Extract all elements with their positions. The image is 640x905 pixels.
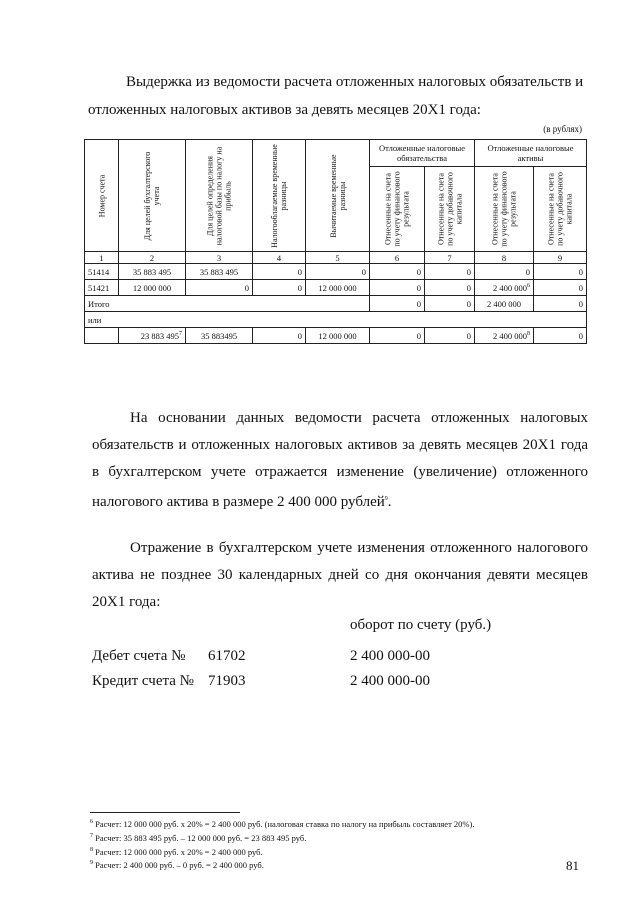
turnover-label: оборот по счету (руб.): [350, 617, 492, 633]
credit-label: Кредит счета №: [92, 673, 194, 689]
table-row: 51414 35 883 495 35 883 495 0 0 0 0 0 0: [85, 264, 587, 280]
footnotes: [90, 816, 590, 871]
footnote: $^9$ Расчет: 2 400 000 руб. – 0 руб. = 2 400 000 руб.: [90, 860, 264, 871]
header-dtl-additional-capital: Отнесенные на счета по учету добавочного капитала: [425, 167, 475, 252]
footnote: $^7$ Расчет: 35 883 495 руб. – 12 000 000 руб. = 23 883 495 руб.: [90, 832, 307, 843]
credit-account: 71903: [208, 673, 246, 689]
table-row-or: или: [85, 312, 587, 328]
footnote-separator: [90, 812, 240, 813]
unit-note: (в рублях): [543, 124, 582, 134]
debit-amount: 2 400 000-00: [350, 648, 430, 664]
debit-label: Дебет счета №: [92, 648, 186, 664]
footnote-ref: 8: [527, 330, 530, 337]
paragraph-posting-intro: Отражение в бухгалтерском учете изменения отложенного налогового актива не позднее 30 календарных дней со дня окончания девяти месяцев 20Х1 года:: [92, 540, 588, 610]
credit-amount: 2 400 000-00: [350, 673, 430, 689]
header-dta-financial-result: Отнесенные на счета по учету финансового результата: [475, 167, 534, 252]
page-number: 81: [566, 858, 579, 873]
document-title-line-1: Выдержка из ведомости расчета отложенных налоговых обязательств и: [126, 74, 584, 90]
header-deductible-differences: Вычитаемые временные разницы: [306, 140, 370, 252]
paragraph-conclusion: На основании данных ведомости расчета отложенных налоговых обязательств и отложенных налоговых активов за девять месяцев 20Х1 года в бухгалтерском учете отражается изменение (увеличение) отложенного налогового актива в размере 2 400 000 рублей$^9$.: [92, 410, 588, 510]
footnote: $^6$ Расчет: 12 000 000 руб. х 20% = 2 400 000 руб. (налоговая ставка по налогу на прибыль составляет 20%).: [90, 818, 475, 829]
header-group-deferred-liabilities: Отложенные налоговые обязательства: [370, 140, 475, 167]
header-tax-base-purposes: Для целей определения налоговой базы по налогу на прибыль: [186, 140, 253, 252]
footnote-ref: 6: [527, 282, 530, 289]
header-group-deferred-assets: Отложенные налоговые активы: [475, 140, 587, 167]
header-taxable-differences: Налогооблагаемые временные разницы: [253, 140, 306, 252]
column-number-row: 1 2 3 4 5 6 7 8 9: [85, 252, 587, 264]
header-dtl-financial-result: Отнесенные на счета по учету финансового результата: [370, 167, 425, 252]
header-accounting-purposes: Для целей бухгалтерского учета: [119, 140, 186, 252]
header-dta-additional-capital: Отнесенные на счета по учету добавочного капитала: [534, 167, 587, 252]
debit-account: 61702: [208, 648, 246, 664]
table-row: 51421 12 000 000 0 0 12 000 000 0 0 2 400 $000^6$ 0: [85, 280, 587, 296]
header-account-number: Номер счета: [85, 140, 119, 252]
document-title-line-2: отложенных налоговых активов за девять месяцев 20Х1 года:: [88, 102, 481, 118]
footnote-ref: 7: [179, 330, 182, 337]
table-row-alt: 23 883 $495^7$ 35 883495 0 12 000 000 0 0 2 400 $000^8$ 0: [85, 328, 587, 344]
table-row-total: Итого 0 0 2 400 000 0: [85, 296, 587, 312]
footnote: $^8$ Расчет: 12 000 000 руб. х 20% = 2 400 000 руб.: [90, 846, 263, 857]
deferred-tax-table: [84, 139, 587, 344]
footnote-ref: 9: [384, 496, 388, 502]
